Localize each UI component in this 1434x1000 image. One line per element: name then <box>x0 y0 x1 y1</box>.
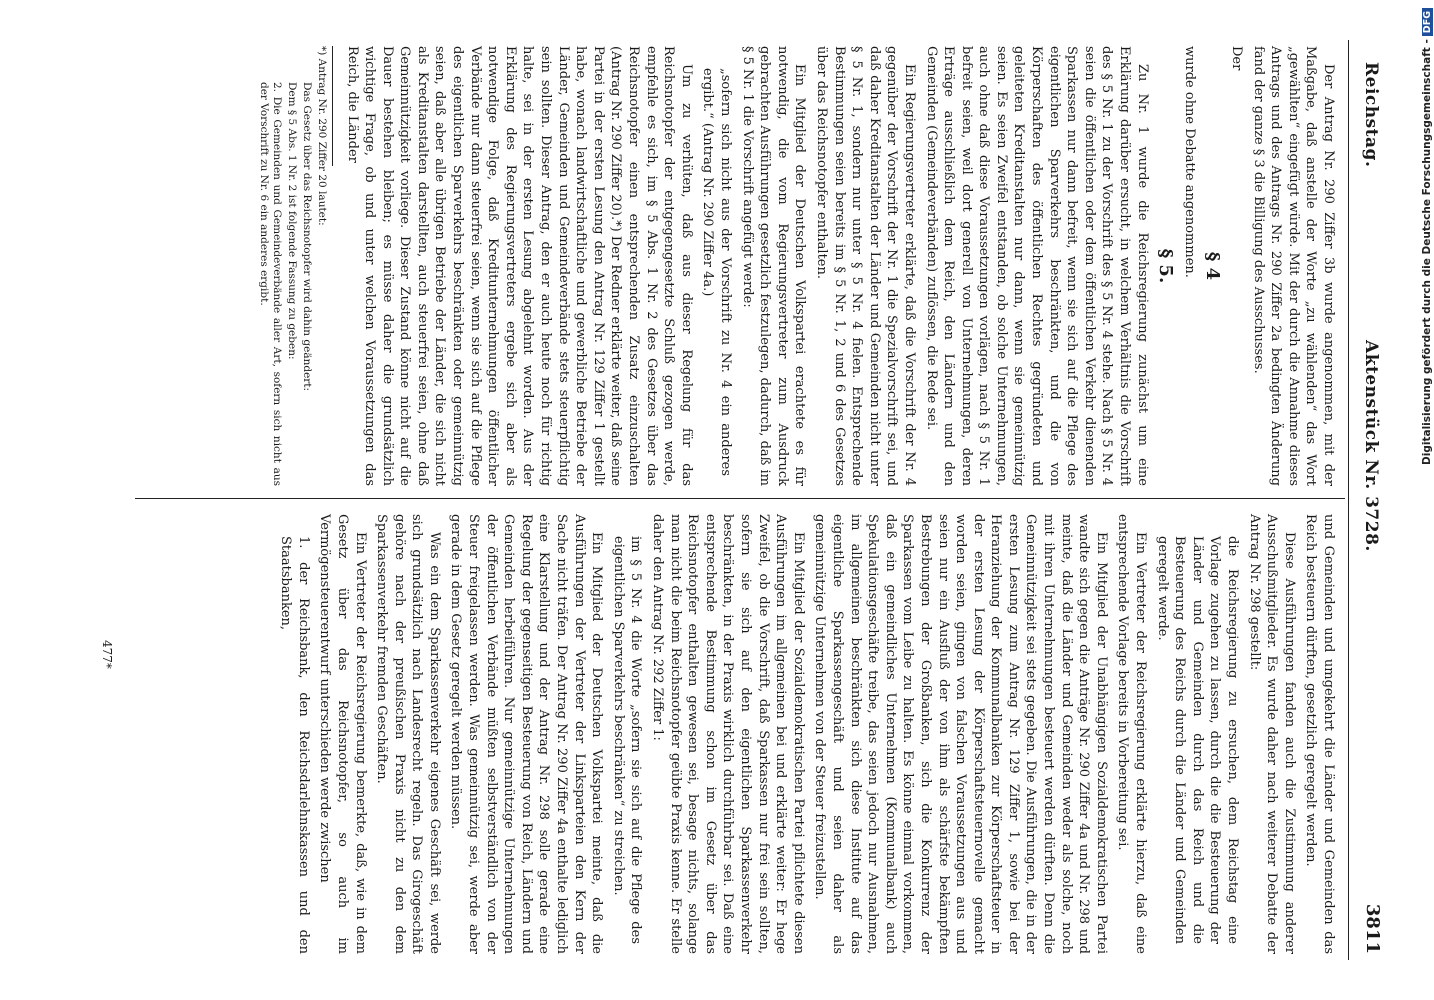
header-left: Reichstag. <box>1361 62 1381 168</box>
footnote: Dem § 5 Abs. 1 Nr. 2 ist folgende Fassung zu geben: <box>285 82 298 360</box>
page-number: 3811 <box>1362 903 1383 954</box>
paragraph: Der <box>1229 46 1245 71</box>
header-title: Aktenstück Nr. 3728. <box>1361 340 1381 552</box>
paragraph: Ein Vertreter der Reichsregierung bemerkte, daß, wie in dem Gesetz über das Reichsnotopfer, so auch im Vermögensteuerentwurf unterschieden werde zwischen <box>317 514 368 954</box>
section-heading: § 5. <box>1155 248 1177 284</box>
digitization-credit <box>1418 8 1434 998</box>
quoted-motion: im § 5 Nr. 4 die Worte „sofern sie sich auf die Pflege des eigentlichen Sparverkehrs beschränken“ zu streichen. <box>610 536 644 944</box>
paragraph: Um zu verhüten, daß aus dieser Regelung für das Reichsnotopfer der entgegengesetzte Schluß gezogen werde, empfehle es sich, im § 5 Abs. 1 Nr. 2 des Gesetzes über das Reichsnotopfer einen entsprechenden Zusatz einzuschalten (Antrag Nr. 290 Ziffer 20).*) Der Redner erklärte weiter, daß seine Partei in der ersten Lesung den Antrag Nr. 129 Ziffer 1 gestellt habe, wonach landwirtschaftliche und gewerbliche Betriebe der Länder, Gemeinden und Gemeindeverbände stets steuerpflichtig sein sollten. Dieser Antrag, den er auch heute noch für richtig halte, sei in der ersten Lesung abgelehnt worden. Aus der Erklärung des Regierungsvertreters ergebe sich aber als notwendige Folge, daß Kreditunternehmungen öffentlicher Verbände nur dann steuerfrei seien, wenn sie sich auf die Pflege des eigentlichen Sparverkehrs beschränkten oder gemeinnützig seien, daß aber alle übrigen Betriebe der Länder, die sich nicht als Kreditanstalten darstellten, auch steuerfrei seien, ohne daß Gemeinnützigkeit vorliege. Dieser Zustand könne nicht auf die Dauer bestehen bleiben; es müsse daher die grundsätzlich wichtige Frage, ob und unter welchen Voraussetzungen das Reich, die Länder <box>344 46 694 486</box>
quoted-motion: die Reichsregierung zu ersuchen, dem Reichstag eine Vorlage zugehen zu lassen, durch die die Besteuerung der Länder und Gemeinden durch das Reich und die Besteuerung des Reichs durch die Länder und Gemeinden geregelt werde. <box>1154 536 1241 944</box>
paragraph: Ein Mitglied der Deutschen Volkspartei erachtete es für notwendig, die vom Regierungsvertreter zum Ausdruck gebrachten Ausführungen gesetzlich festzulegen, dadurch, daß im § 5 Nr. 1 die Vorschrift angefügt werde: <box>739 46 808 486</box>
paragraph: Ein Vertreter der Reichsregierung erklärte hierzu, daß eine entsprechende Vorlage bereits in Vorbereitung sei. <box>1115 514 1149 954</box>
paragraph: Diese Ausführungen fanden auch die Zustimmung anderer Ausschußmitglieder. Es wurde daher nach weiterer Debatte der Antrag Nr. 298 gestellt: <box>1246 514 1297 954</box>
paragraph: Ein Mitglied der Deutschen Volkspartei meinte, daß die Ausführungen der Vertreter der Linksparteien den Kern der Sache nicht träfen. Der Antrag Nr. 290 Ziffer 4a enthalte lediglich eine Klarstellung und der Antrag Nr. 298 solle gerade eine Regelung der gegenseitigen Besteuerung von Reich, Ländern und Gemeinden herbeiführen. Nur gemeinnützige Unternehmungen der öffentlichen Verbände müßten selbstverständlich von der Steuer freigelassen werden. Was gemeinnützig sei, werde aber gerade in dem Gesetz geregelt werden müssen. <box>448 514 605 954</box>
list-item: 1. der Reichsbank, den Reichsdarlehnskassen und den Staatsbanken, <box>278 536 311 954</box>
quoted-amendment: „sofern sich nicht aus der Vorschrift zu Nr. 4 ein anderes ergibt.“ (Antrag Nr. 290 Ziffer 4a.) <box>700 68 733 476</box>
right-column <box>273 514 1337 954</box>
section-heading: § 4 <box>1202 251 1224 281</box>
page-footer-number: 477* <box>100 640 114 669</box>
footnote: Das Gesetz über das Reichsnotopfer wird dahin geändert: <box>300 82 313 392</box>
paragraph: wurde ohne Debatte angenommen. <box>1181 46 1197 278</box>
paragraph: Ein Mitglied der Sozialdemokratischen Partei pflichtete diesen Ausführungen im allgemeinen bei und erklärte weiter: Er hege Zweifel, ob die Vorschrift, daß Sparkassen nur frei sein sollten, sofern sie sich auf den eigentlichen Sparkassenverkehr beschränkten, in der Praxis wirklich durchführbar sei. Daß eine entsprechende Bestimmung schon im Gesetz über das Reichsnotopfer enthalten gewesen sei, besage nichts, solange man nicht die beim Reichsnotopfer geübte Praxis kenne. Er stelle daher den Antrag Nr. 292 Ziffer 1: <box>650 514 806 954</box>
paragraph: Was ein dem Sparkassenverkehr eigenes Geschäft sei, werde sich grundsätzlich nach Landesrecht regeln. Das Girogeschäft gehöre nach der preußischen Praxis nicht zu den dem Sparkassenverkehr fremden Geschäften. <box>374 514 442 954</box>
paragraph: Ein Regierungsvertreter erklärte, daß die Vorschrift der Nr. 4 gegenüber der Vorschrift der Nr. 1 die Spezialvorschrift sei, und daß daher Kreditanstalten der Länder und Gemeinden nicht unter § 5 Nr. 1, sondern nur unter § 5 Nr. 4 fielen. Entsprechende Bestimmungen seien bereits im § 5 Nr. 1, 2 und 6 des Gesetzes über das Reichsnotopfer enthalten. <box>813 46 917 486</box>
footnote: 2. Die Gemeinden und Gemeindeverbände aller Art, sofern sich nicht aus der Vorschrift zu Nr. 6 ein anderes ergibt. <box>257 82 283 486</box>
footnote-rule <box>332 46 333 166</box>
footnote: *) Antrag Nr. 290 Ziffer 20 lautet: <box>315 46 328 226</box>
credit-text: Digitalisierung gefördert durch die Deutsche Forschungsgemeinschaft - <box>1421 39 1433 465</box>
left-column <box>255 46 1337 486</box>
credit-line <box>1421 8 1434 998</box>
paragraph: Zu Nr. 1 wurde die Reichsregierung zunächst um eine Erklärung darüber ersucht, in welchem Verhältnis die Vorschrift des § 5 Nr. 1 zu der Vorschrift des § 5 Nr. 4 stehe. Nach § 5 Nr. 4 seien die öffentlichen oder dem öffentlichen Verkehr dienenden Sparkassen nur dann befreit, wenn sie sich auf die Pflege des eigentlichen Sparverkehrs beschränkten, und die von Körperschaften des öffentlichen Rechtes gegründeten und geleiteten Kreditanstalten nur dann, wenn sie gemeinnützig seien. Es seien Zweifel entstanden, ob solche Unternehmungen, auch ohne daß diese Voraussetzungen vorlägen, nach § 5 Nr. 1 befreit seien, weil dort generell von Unternehmungen, deren Erträge ausschließlich dem Reich, den Ländern und den Gemeinden (Gemeindeverbänden) zuflössen, die Rede sei. <box>923 46 1150 486</box>
header-rule <box>1348 40 1349 960</box>
column-divider <box>135 498 1345 499</box>
paragraph: und Gemeinden und umgekehrt die Länder und Gemeinden das Reich besteuern dürften, gesetzlich geregelt werden. <box>1303 514 1336 954</box>
dfg-logo: DFG <box>1422 8 1433 36</box>
paragraph: Der Antrag Nr. 290 Ziffer 3b wurde angenommen, mit der Maßgabe, daß anstelle der Worte „zu wählenden“ das Wort „gewählten“ eingefügt würde. Mit der durch die Annahme dieses Antrags und des Antrags Nr. 290 Ziffer 2a bedingten Änderung fand der ganze § 3 die Billigung des Ausschusses. <box>1250 46 1336 486</box>
paragraph: Ein Mitglied der Unabhängigen Sozialdemokratischen Partei wandte sich gegen die Anträge Nr. 290 Ziffer 4a und Nr. 298 und meinte, daß die Länder und Gemeinden weder als solche, noch mit ihren Unternehmungen besteuert werden dürften. Denn die Gemeinnützigkeit sei stets gegeben. Die Ausführungen, die in der ersten Lesung zum Antrag Nr. 129 Ziffer 1, sowie bei der Heranziehung der Kommunalbanken zur Körperschaftsteuer in der ersten Lesung der Körperschaftsteuernovelle gemacht worden seien, gingen von falschen Voraussetzungen aus und seien nur ein Ausfluß der von ihm als schärfste bekämpften Bestrebungen der Großbanken, sich die Konkurrenz der Sparkassen vom Leibe zu halten. Es könne einmal vorkommen, daß ein gemeindliches Unternehmen (Kommunalbank) auch Spekulationsgeschäfte treibe, das seien jedoch nur Ausnahmen, im allgemeinen beschränkten sich diese Institute auf das eigentliche Sparkassengeschäft und seien daher als gemeinnützige Unternehmen von der Steuer freizustellen. <box>812 514 1109 954</box>
page-header <box>1355 40 1385 960</box>
document-page <box>55 40 1385 960</box>
